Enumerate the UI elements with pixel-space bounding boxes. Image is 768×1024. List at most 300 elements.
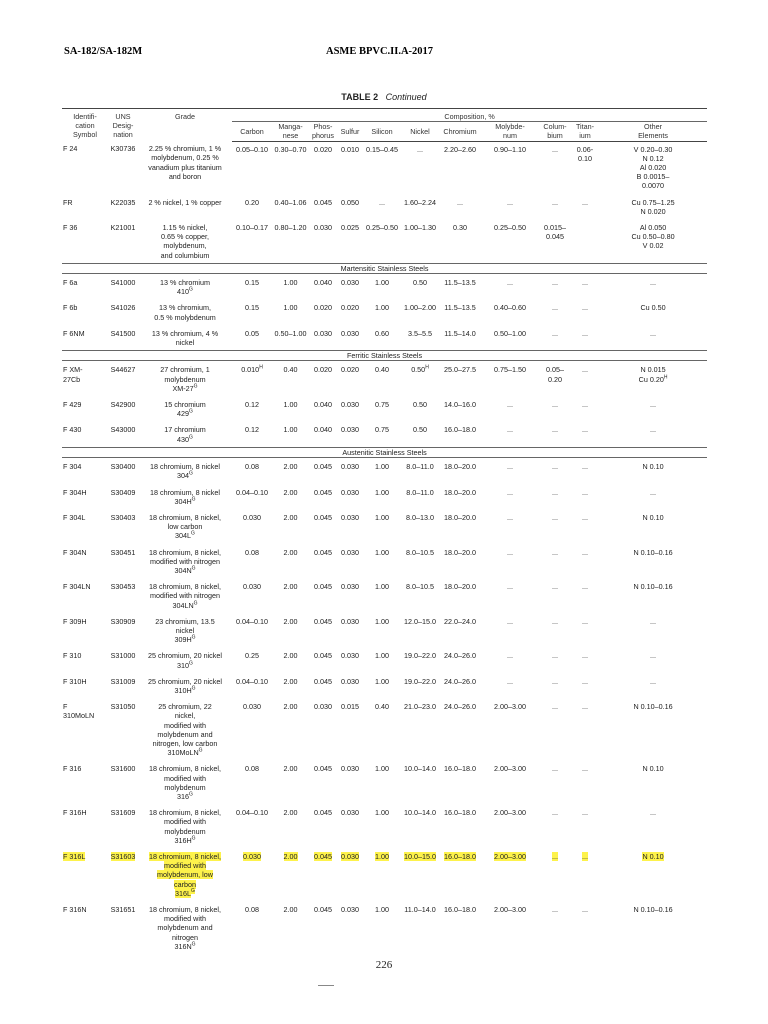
carbon-cell: [232, 141, 272, 194]
silicon-cell: [363, 299, 401, 324]
silicon-cell: [363, 848, 401, 901]
other-elements-cell: [599, 578, 707, 613]
columbium-cell: [539, 544, 571, 579]
id-text: F 316: [63, 764, 82, 774]
id-text: F 304N: [63, 547, 87, 557]
uns-text: S42900: [110, 400, 136, 410]
col-phosphorus: Phos- phorus: [309, 122, 337, 141]
carbon-text: 0.030: [243, 512, 261, 522]
manganese-text: 2.00: [283, 487, 298, 497]
titanium-cell: [571, 299, 599, 324]
columbium-cell: [539, 361, 571, 396]
phosphorus-cell: [309, 274, 337, 300]
nickel-text: 21.0–23.0: [404, 702, 436, 712]
molybdenum-text: ...: [507, 676, 513, 686]
silicon-cell: [363, 396, 401, 421]
chromium-text: 24.0–26.0: [444, 676, 476, 686]
nickel-cell: [401, 613, 439, 648]
chromium-cell: [439, 509, 481, 544]
titanium-cell: [571, 141, 599, 194]
titanium-text: ...: [582, 616, 588, 626]
silicon-cell: [363, 804, 401, 848]
grade-cell: [138, 274, 232, 300]
phosphorus-text: 0.045: [314, 512, 332, 522]
titanium-cell: [571, 274, 599, 300]
manganese-cell: [272, 848, 309, 901]
silicon-text: 1.00: [375, 852, 389, 861]
silicon-text: 0.40: [375, 365, 389, 375]
id-text: F 316N: [63, 905, 87, 915]
col-composition: Composition, %: [232, 109, 707, 122]
silicon-text: 0.75: [375, 400, 389, 410]
nickel-cell: [401, 299, 439, 324]
id-cell: [62, 647, 108, 672]
molybdenum-cell: [481, 698, 539, 760]
grade-cell: [138, 509, 232, 544]
id-cell: [62, 194, 108, 219]
footnote-marker: G: [189, 660, 193, 667]
titanium-cell: [571, 698, 599, 760]
sulfur-cell: [337, 673, 363, 698]
grade-cell: [138, 673, 232, 698]
phosphorus-text: 0.045: [314, 197, 332, 207]
columbium-cell: [539, 141, 571, 194]
footnote-marker: G: [193, 383, 198, 390]
silicon-cell: [363, 219, 401, 263]
molybdenum-cell: [481, 421, 539, 447]
silicon-cell: [363, 141, 401, 194]
silicon-cell: [363, 421, 401, 447]
carbon-text: 0.12: [245, 400, 259, 410]
columbium-cell: [539, 613, 571, 648]
sulfur-cell: [337, 274, 363, 300]
section-heading: Ferritic Stainless Steels: [62, 351, 707, 361]
carbon-text: 0.12: [245, 425, 259, 435]
nickel-cell: [401, 509, 439, 544]
other-elements-cell: [599, 901, 707, 954]
chromium-text: 16.0–18.0: [444, 425, 476, 435]
grade-text: 15 chromium 429: [164, 400, 206, 419]
carbon-cell: [232, 509, 272, 544]
titanium-text: ...: [582, 462, 588, 472]
molybdenum-text: 2.00–3.00: [494, 852, 526, 861]
nickel-cell: [401, 544, 439, 579]
sulfur-text: 0.015: [341, 702, 359, 712]
chromium-cell: [439, 458, 481, 484]
silicon-text: ...: [379, 197, 385, 207]
silicon-text: 0.15–0.45: [366, 144, 398, 154]
molybdenum-cell: [481, 484, 539, 509]
phosphorus-cell: [309, 647, 337, 672]
chromium-cell: [439, 274, 481, 300]
id-cell: [62, 578, 108, 613]
titanium-cell: [571, 325, 599, 351]
chromium-text: 22.0–24.0: [444, 616, 476, 626]
grade-cell: [138, 804, 232, 848]
titanium-text: ...: [582, 365, 588, 375]
sulfur-text: 0.030: [341, 905, 359, 915]
id-cell: [62, 613, 108, 648]
phosphorus-text: 0.045: [314, 905, 332, 915]
other-elements-cell: [599, 848, 707, 901]
id-cell: [62, 673, 108, 698]
id-cell: [62, 274, 108, 300]
phosphorus-text: 0.040: [314, 400, 332, 410]
manganese-text: 2.00: [283, 651, 298, 661]
manganese-text: 0.50–1.00: [274, 328, 307, 338]
molybdenum-text: 0.25–0.50: [494, 223, 526, 233]
other-elements-cell: [599, 698, 707, 760]
footnote-marker: G: [189, 408, 193, 415]
grade-text: 25 chromium, 20 nickel 310H: [148, 676, 222, 695]
molybdenum-cell: [481, 901, 539, 954]
molybdenum-cell: [481, 361, 539, 396]
titanium-cell: [571, 578, 599, 613]
footnote-marker: H: [259, 365, 263, 372]
manganese-cell: [272, 219, 309, 263]
grade-cell: [138, 901, 232, 954]
nickel-cell: [401, 194, 439, 219]
nickel-cell: [401, 647, 439, 672]
nickel-cell: [401, 274, 439, 300]
uns-text: S41026: [110, 303, 136, 313]
molybdenum-cell: [481, 219, 539, 263]
carbon-cell: [232, 484, 272, 509]
sulfur-text: 0.030: [341, 425, 359, 435]
uns-cell: [108, 804, 138, 848]
nickel-text: 11.0–14.0: [404, 905, 436, 915]
titanium-text: 0.06-0.10: [576, 144, 594, 163]
table-row: [62, 458, 707, 484]
silicon-cell: [363, 325, 401, 351]
sulfur-text: 0.030: [341, 512, 359, 522]
columbium-text: ...: [552, 425, 558, 435]
carbon-text: 0.030: [243, 852, 261, 861]
chromium-text: 16.0–18.0: [444, 764, 476, 774]
grade-text: 18 chromium, 8 nickel, modified with molybdenum 316H: [149, 808, 221, 845]
titanium-cell: [571, 421, 599, 447]
molybdenum-text: 2.00–3.00: [494, 702, 526, 712]
grade-cell: [138, 396, 232, 421]
id-text: FR: [63, 197, 73, 207]
table-row: [62, 194, 707, 219]
carbon-text: 0.20: [245, 197, 259, 207]
sulfur-cell: [337, 578, 363, 613]
silicon-cell: [363, 274, 401, 300]
id-cell: [62, 544, 108, 579]
nickel-text: 8.0–11.0: [406, 487, 434, 497]
sulfur-cell: [337, 760, 363, 804]
table-row: [62, 509, 707, 544]
molybdenum-text: 2.00–3.00: [494, 808, 526, 818]
carbon-text: 0.030: [243, 702, 261, 712]
manganese-cell: [272, 484, 309, 509]
grade-cell: [138, 848, 232, 901]
chromium-text: ...: [457, 197, 463, 207]
phosphorus-cell: [309, 421, 337, 447]
silicon-cell: [363, 544, 401, 579]
other-elements-text: ...: [650, 651, 657, 661]
silicon-text: 1.00: [375, 547, 389, 557]
grade-text: 13 % chromium 410: [160, 278, 210, 297]
phosphorus-cell: [309, 509, 337, 544]
other-elements-text: N 0.10: [642, 512, 664, 522]
titanium-cell: [571, 544, 599, 579]
manganese-cell: [272, 901, 309, 954]
phosphorus-cell: [309, 219, 337, 263]
id-cell: [62, 804, 108, 848]
columbium-text: ...: [552, 303, 558, 313]
uns-text: S31000: [110, 651, 136, 661]
other-elements-cell: [599, 219, 707, 263]
chromium-cell: [439, 613, 481, 648]
grade-cell: [138, 760, 232, 804]
section-row: [62, 447, 707, 457]
molybdenum-cell: [481, 509, 539, 544]
columbium-cell: [539, 901, 571, 954]
manganese-text: 2.00: [283, 852, 298, 861]
titanium-cell: [571, 804, 599, 848]
grade-cell: [138, 484, 232, 509]
footnote-marker: G: [191, 888, 195, 895]
manganese-cell: [272, 760, 309, 804]
carbon-text: 0.08: [245, 462, 259, 472]
sulfur-cell: [337, 647, 363, 672]
manganese-cell: [272, 509, 309, 544]
sulfur-text: 0.010: [341, 144, 359, 154]
manganese-text: 0.40: [283, 365, 298, 375]
other-elements-cell: [599, 804, 707, 848]
grade-cell: [138, 458, 232, 484]
table-continued: Continued: [385, 92, 427, 102]
molybdenum-cell: [481, 396, 539, 421]
columbium-text: ...: [552, 197, 558, 207]
chromium-cell: [439, 396, 481, 421]
molybdenum-text: 2.00–3.00: [494, 764, 526, 774]
chromium-text: 25.0–27.5: [444, 365, 476, 375]
footnote-marker: H: [663, 374, 668, 381]
carbon-cell: [232, 421, 272, 447]
nickel-cell: [401, 219, 439, 263]
carbon-cell: [232, 578, 272, 613]
phosphorus-text: 0.030: [314, 328, 332, 338]
carbon-cell: [232, 804, 272, 848]
sulfur-cell: [337, 509, 363, 544]
manganese-text: 2.00: [283, 676, 298, 686]
phosphorus-text: 0.040: [314, 278, 332, 288]
silicon-text: 1.00: [375, 462, 389, 472]
table-row: [62, 361, 707, 396]
molybdenum-cell: [481, 848, 539, 901]
columbium-text: ...: [552, 487, 558, 497]
phosphorus-text: 0.030: [314, 223, 332, 233]
id-cell: [62, 141, 108, 194]
sulfur-cell: [337, 325, 363, 351]
silicon-text: 1.00: [375, 808, 389, 818]
id-cell: [62, 901, 108, 954]
uns-cell: [108, 484, 138, 509]
silicon-text: 0.60: [375, 328, 389, 338]
table-row: [62, 219, 707, 263]
titanium-text: ...: [582, 278, 588, 288]
id-text: F 304L: [63, 512, 86, 522]
phosphorus-text: 0.020: [314, 365, 332, 375]
phosphorus-text: 0.045: [314, 676, 332, 686]
uns-text: S31603: [110, 852, 136, 861]
carbon-text: 0.08: [245, 547, 259, 557]
col-columbium: Colum- bium: [539, 122, 571, 141]
silicon-cell: [363, 613, 401, 648]
uns-text: S30403: [110, 512, 136, 522]
table-row: [62, 396, 707, 421]
columbium-text: ...: [552, 651, 558, 661]
id-cell: [62, 219, 108, 263]
manganese-cell: [272, 325, 309, 351]
manganese-text: 1.00: [283, 303, 298, 313]
columbium-cell: [539, 804, 571, 848]
table-row: [62, 141, 707, 194]
nickel-cell: [401, 458, 439, 484]
other-elements-cell: [599, 509, 707, 544]
chromium-cell: [439, 299, 481, 324]
nickel-cell: [401, 421, 439, 447]
col-chromium: Chromium: [439, 122, 481, 141]
col-manganese: Manga- nese: [272, 122, 309, 141]
uns-cell: [108, 544, 138, 579]
id-cell: [62, 484, 108, 509]
col-uns: UNS Desig- nation: [108, 109, 138, 142]
molybdenum-text: ...: [507, 651, 513, 661]
phosphorus-text: 0.040: [314, 425, 332, 435]
other-elements-cell: [599, 325, 707, 351]
titanium-cell: [571, 760, 599, 804]
section-heading: Martensitic Stainless Steels: [62, 263, 707, 273]
nickel-text: 3.5–5.5: [408, 328, 432, 338]
nickel-text: ...: [417, 144, 423, 154]
grade-text: 18 chromium, 8 nickel, modified with molybdenum, low carbon 316L: [149, 852, 221, 898]
sulfur-text: 0.020: [341, 365, 359, 375]
columbium-text: ...: [552, 808, 558, 818]
phosphorus-cell: [309, 544, 337, 579]
id-cell: [62, 509, 108, 544]
manganese-cell: [272, 396, 309, 421]
other-elements-text: Cu 0.50: [640, 303, 666, 313]
phosphorus-cell: [309, 804, 337, 848]
columbium-text: ...: [552, 547, 558, 557]
chromium-cell: [439, 647, 481, 672]
id-text: F 304H: [63, 487, 87, 497]
nickel-cell: [401, 760, 439, 804]
chromium-text: 18.0–20.0: [444, 547, 476, 557]
sulfur-text: 0.030: [341, 764, 359, 774]
columbium-text: 0.015–0.045: [544, 223, 566, 242]
other-elements-text: N 0.10: [642, 764, 664, 774]
grade-cell: [138, 698, 232, 760]
section-row: [62, 263, 707, 273]
sulfur-text: 0.020: [341, 303, 359, 313]
nickel-text: 10.0–15.0: [404, 852, 436, 861]
phosphorus-text: 0.045: [314, 547, 332, 557]
grade-cell: [138, 299, 232, 324]
grade-text: 18 chromium, 8 nickel, modified with nitrogen 304N: [149, 547, 221, 575]
grade-cell: [138, 141, 232, 194]
sulfur-text: 0.030: [341, 808, 359, 818]
other-elements-cell: [599, 613, 707, 648]
columbium-text: ...: [552, 905, 558, 915]
phosphorus-cell: [309, 901, 337, 954]
other-elements-text: V 0.20–0.30 N 0.12 Al 0.020 B 0.0015– 0.0070: [633, 144, 673, 191]
sulfur-cell: [337, 613, 363, 648]
phosphorus-text: 0.045: [314, 616, 332, 626]
chromium-text: 24.0–26.0: [444, 651, 476, 661]
columbium-text: ...: [552, 676, 558, 686]
manganese-text: 2.00: [283, 808, 298, 818]
sulfur-cell: [337, 194, 363, 219]
id-text: F 429: [63, 400, 82, 410]
carbon-cell: [232, 219, 272, 263]
other-elements-text: ...: [650, 328, 657, 338]
chromium-text: 0.30: [453, 223, 467, 233]
id-text: F 36: [63, 223, 78, 233]
nickel-text: 0.50: [411, 365, 426, 375]
id-text: F 316L: [63, 852, 86, 861]
phosphorus-text: 0.020: [314, 144, 332, 154]
grade-cell: [138, 578, 232, 613]
other-elements-text: N 0.10: [642, 462, 664, 472]
nickel-cell: [401, 325, 439, 351]
titanium-text: ...: [582, 197, 588, 207]
carbon-text: 0.030: [243, 582, 261, 592]
chromium-text: 11.5–13.5: [444, 303, 476, 313]
col-sulfur: Sulfur: [337, 122, 363, 141]
footnote-marker: G: [191, 565, 196, 572]
molybdenum-cell: [481, 141, 539, 194]
nickel-text: 0.50: [413, 400, 427, 410]
phosphorus-text: 0.045: [314, 462, 332, 472]
phosphorus-text: 0.045: [314, 651, 332, 661]
manganese-cell: [272, 613, 309, 648]
columbium-cell: [539, 274, 571, 300]
silicon-text: 1.00: [375, 582, 389, 592]
id-cell: [62, 361, 108, 396]
chromium-cell: [439, 673, 481, 698]
carbon-cell: [232, 361, 272, 396]
running-header-right: ASME BPVC.II.A-2017: [326, 46, 434, 57]
uns-cell: [108, 325, 138, 351]
col-nickel: Nickel: [401, 122, 439, 141]
titanium-cell: [571, 848, 599, 901]
columbium-cell: [539, 219, 571, 263]
titanium-cell: [571, 673, 599, 698]
sulfur-text: 0.030: [341, 852, 359, 861]
id-text: F 309H: [63, 616, 87, 626]
molybdenum-cell: [481, 544, 539, 579]
sulfur-text: 0.030: [341, 651, 359, 661]
chromium-cell: [439, 219, 481, 263]
chromium-cell: [439, 421, 481, 447]
id-text: F 304LN: [63, 582, 91, 592]
footnote-marker: G: [191, 835, 196, 842]
other-elements-cell: [599, 673, 707, 698]
titanium-text: ...: [582, 852, 588, 861]
manganese-text: 2.00: [283, 547, 298, 557]
table-caption: [0, 92, 768, 102]
uns-text: K30736: [110, 144, 136, 154]
grade-text: 2.25 % chromium, 1 % molybdenum, 0.25 % vanadium plus titanium and boron: [148, 144, 222, 181]
titanium-text: ...: [582, 512, 588, 522]
uns-cell: [108, 299, 138, 324]
silicon-cell: [363, 760, 401, 804]
